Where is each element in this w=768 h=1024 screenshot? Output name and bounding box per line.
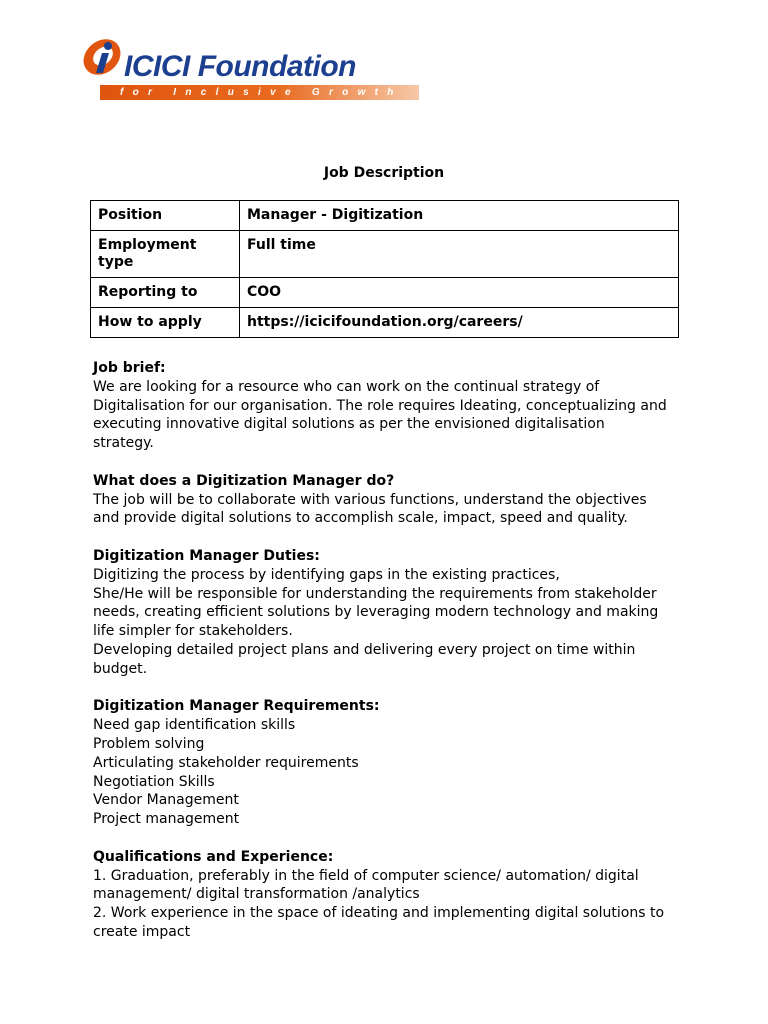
table-row (91, 308, 679, 338)
body-line: Digitizing the process by identifying gaps in the existing practices, (93, 566, 560, 583)
logo-wordmark (124, 50, 356, 84)
logo-wordmark-main: ICICI (124, 50, 190, 83)
list-item: Negotiation Skills (93, 773, 215, 790)
body-line: She/He will be responsible for understanding the requirements from stakeholder (93, 585, 657, 602)
section-heading-requirements: Digitization Manager Requirements: (93, 698, 380, 715)
job-info-table (90, 200, 679, 338)
body-line: We are looking for a resource who can work on the continual strategy of (93, 378, 600, 395)
table-row (91, 231, 679, 278)
body-line: life simpler for stakeholders. (93, 623, 293, 640)
body-line: Digitalisation for our organisation. The role requires Ideating, conceptualizing and (93, 397, 667, 414)
document-title: Job Description (323, 165, 445, 181)
table-value-cell: Full time (240, 231, 679, 278)
body-line: 2. Work experience in the space of ideating and implementing digital solutions to (93, 905, 665, 922)
body-line: executing innovative digital solutions as per the envisioned digitalisation (93, 416, 605, 433)
job-description-body (93, 359, 693, 942)
section-heading-qualifications: Qualifications and Experience: (93, 848, 334, 865)
table-label-cell: Employment type (91, 231, 240, 278)
table-value-cell: Manager - Digitization (240, 201, 679, 231)
body-line: The job will be to collaborate with various functions, understand the objectives (93, 491, 647, 508)
apply-link[interactable]: https://icicifoundation.org/careers/ (240, 308, 679, 338)
body-line: needs, creating efficient solutions by leveraging modern technology and making (93, 604, 659, 621)
icici-foundation-logo (80, 32, 425, 104)
table-label-cell: Position (91, 201, 240, 231)
logo-wordmark-sub: Foundation (197, 50, 356, 83)
table-row (91, 201, 679, 231)
table-label-cell: How to apply (91, 308, 240, 338)
body-line: budget. (93, 660, 148, 677)
table-label-cell: Reporting to (91, 278, 240, 308)
body-line: Developing detailed project plans and delivering every project on time within (93, 641, 636, 658)
section-heading-what: What does a Digitization Manager do? (93, 472, 395, 489)
logo-tagline: for Inclusive Growth (100, 85, 419, 100)
table-value-cell: COO (240, 278, 679, 308)
section-heading-duties: Digitization Manager Duties: (93, 547, 320, 564)
list-item: Vendor Management (93, 792, 239, 809)
list-item: Problem solving (93, 735, 205, 752)
body-line: and provide digital solutions to accomplish scale, impact, speed and quality. (93, 510, 628, 527)
list-item: Articulating stakeholder requirements (93, 754, 359, 771)
body-line: strategy. (93, 435, 154, 452)
body-line: create impact (93, 923, 191, 940)
icici-i-icon (80, 32, 130, 82)
body-line: 1. Graduation, preferably in the field of computer science/ automation/ digital (93, 867, 639, 884)
list-item: Need gap identification skills (93, 717, 296, 734)
table-row (91, 278, 679, 308)
list-item: Project management (93, 811, 240, 828)
body-line: management/ digital transformation /analytics (93, 886, 420, 903)
section-heading-job-brief: Job brief: (93, 360, 166, 376)
